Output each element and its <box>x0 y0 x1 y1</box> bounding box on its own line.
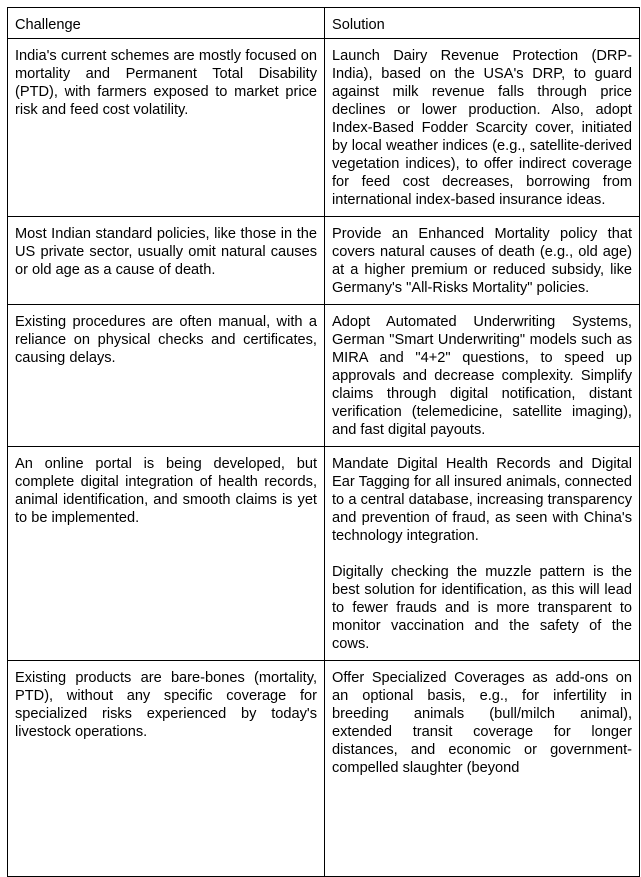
table-header-row <box>8 8 640 39</box>
challenge-cell: Existing procedures are often manual, with a reliance on physical checks and certificates, causing delays. <box>8 305 325 447</box>
solution-paragraph: Provide an Enhanced Mortality policy that covers natural causes of death (e.g., old age) at a higher premium or reduced subsidy, like Germany's "All-Risks Mortality" policies. <box>332 226 632 296</box>
challenge-solution-table <box>7 7 640 877</box>
challenge-cell: Existing products are bare-bones (mortality, PTD), without any specific coverage for specialized risks experienced by today's livestock operations. <box>8 661 325 877</box>
header-solution: Solution <box>325 8 640 39</box>
solution-paragraph: Mandate Digital Health Records and Digital Ear Tagging for all insured animals, connected to a central database, increasing transparency and prevention of fraud, as seen with China's technology integration. <box>332 456 632 544</box>
solution-cell <box>325 217 640 305</box>
table-row <box>8 447 640 661</box>
solution-paragraph: Adopt Automated Underwriting Systems, German "Smart Underwriting" models such as MIRA and "4+2" questions, to speed up approvals and decrease complexity. Simplify claims through digital notification, distant verification (telemedicine, satellite imaging), and fast digital payouts. <box>332 314 632 438</box>
solution-paragraph: Digitally checking the muzzle pattern is the best solution for identification, as this will lead to fewer frauds and is more transparent to monitor vaccination and the safety of the cows. <box>332 564 632 652</box>
solution-cell <box>325 39 640 217</box>
solution-paragraph: Launch Dairy Revenue Protection (DRP-India), based on the USA's DRP, to guard against milk revenue falls through price declines or lower production. Also, adopt Index-Based Fodder Scarcity cover, initiated by local weather indices (e.g., satellite-derived vegetation indices), to offer indirect coverage for feed cost decreases, borrowing from international index-based insurance ideas. <box>332 48 632 208</box>
table-row <box>8 305 640 447</box>
table-row <box>8 217 640 305</box>
table-row <box>8 661 640 877</box>
challenge-cell: India's current schemes are mostly focused on mortality and Permanent Total Disability (PTD), with farmers exposed to market price risk and feed cost volatility. <box>8 39 325 217</box>
challenge-cell: Most Indian standard policies, like those in the US private sector, usually omit natural causes or old age as a cause of death. <box>8 217 325 305</box>
table-row <box>8 39 640 217</box>
solution-cell <box>325 661 640 877</box>
solution-cell <box>325 305 640 447</box>
challenge-cell: An online portal is being developed, but complete digital integration of health records, animal identification, and smooth claims is yet to be implemented. <box>8 447 325 661</box>
solution-cell <box>325 447 640 661</box>
header-challenge: Challenge <box>8 8 325 39</box>
solution-paragraph: Offer Specialized Coverages as add-ons on an optional basis, e.g., for infertility in breeding animals (bull/milch animal), extended transit coverage for longer distances, and economic or government-compelled slaughter (beyond <box>332 670 632 776</box>
